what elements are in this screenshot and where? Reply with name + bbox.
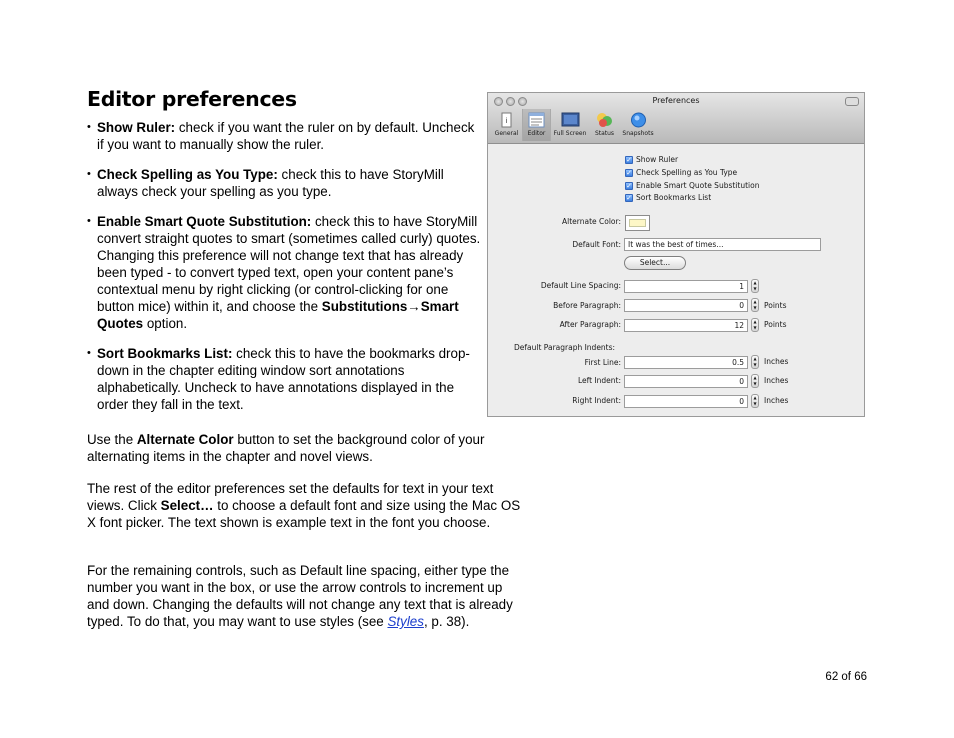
bullet-text: check this to have StoryMill convert straight quotes to smart (sometimes called curly) quotes. Changing this preference will not change text that has already been typed - to convert typed text, open your content pane’s contextual menu by right clicking (or control-clicking for one button mice) within it, and choose the [97, 214, 481, 314]
preferences-window [487, 92, 865, 417]
alternate-color-label: Alternate Color: [562, 217, 621, 226]
window-title: Preferences [652, 96, 700, 105]
paragraph-alternate-color: Use the Alternate Color button to set the background color of your alternating items in the chapter and novel views. [87, 432, 485, 464]
before-paragraph-field[interactable]: 0 [624, 299, 748, 312]
right-indent-stepper[interactable]: ▲ ▼ [751, 394, 759, 408]
left-indent-stepper[interactable]: ▲ ▼ [751, 374, 759, 388]
line-spacing-field[interactable]: 1 [624, 280, 748, 293]
left-indent-unit: Inches [764, 376, 789, 385]
bullet-list [87, 119, 482, 426]
paragraph-remaining-controls: For the remaining controls, such as Default line spacing, either type the number you want in the box, or use the arrow controls to increment up and down. Changing the defaults will not change any text that is already typed. To do that, you may want to use styles (see Styles, p. 38). [87, 563, 513, 629]
checkmark-icon: ✓ [626, 193, 632, 202]
bullet-term: Show Ruler: [97, 120, 176, 135]
checkbox-show-ruler[interactable]: ✓ Show Ruler [626, 155, 679, 164]
line-spacing-label: Default Line Spacing: [540, 281, 621, 290]
status-icon [595, 111, 614, 129]
color-swatch [629, 219, 646, 227]
checkmark-icon: ✓ [626, 168, 632, 177]
right-indent-unit: Inches [764, 396, 789, 405]
first-line-stepper[interactable]: ▲ ▼ [751, 355, 759, 369]
before-paragraph-label: Before Paragraph: [553, 301, 621, 310]
svg-text:i: i [505, 117, 508, 125]
first-line-unit: Inches [764, 357, 789, 366]
styles-link[interactable]: Styles [387, 614, 424, 629]
window-titlebar [488, 93, 864, 144]
checkmark-icon: ✓ [626, 181, 632, 190]
toolbar-status[interactable]: Status [591, 109, 618, 141]
toolbar-general[interactable]: i General [492, 109, 521, 141]
bullet-text: check this to have StoryMill always check your spelling as you type. [97, 167, 444, 199]
line-spacing-stepper[interactable]: ▲ ▼ [751, 279, 759, 293]
snapshots-icon [629, 111, 648, 129]
page-title: Editor preferences [87, 87, 297, 111]
left-indent-label: Left Indent: [577, 376, 621, 385]
toolbar-full-screen[interactable]: Full Screen [550, 109, 590, 141]
general-icon [497, 111, 516, 129]
paragraph-indents-label: Default Paragraph Indents: [514, 343, 616, 352]
bullet-text: check this to have the bookmarks drop-down in the chapter editing window sort annotations alphabetically. Uncheck to have annotations displayed in the order they fall in the text. [97, 346, 470, 412]
after-paragraph-unit: Points [764, 320, 787, 329]
right-indent-field[interactable]: 0 [624, 395, 748, 408]
after-paragraph-stepper[interactable]: ▲ ▼ [751, 318, 759, 332]
checkbox-sort-bookmarks[interactable]: ✓ Sort Bookmarks List [626, 193, 712, 202]
full-screen-icon [561, 111, 580, 129]
checkmark-icon: ✓ [626, 155, 632, 164]
bullet-check-spelling [87, 166, 482, 200]
before-paragraph-stepper[interactable]: ▲ ▼ [751, 298, 759, 312]
bullet-smart-quotes [87, 213, 482, 332]
checkbox-smart-quotes[interactable]: ✓ Enable Smart Quote Substitution [626, 181, 760, 190]
checkbox-check-spelling[interactable]: ✓ Check Spelling as You Type [626, 168, 738, 177]
default-font-label: Default Font: [572, 240, 621, 249]
bullet-term: Check Spelling as You Type: [97, 167, 278, 182]
editor-icon [527, 111, 546, 129]
after-paragraph-field[interactable]: 12 [624, 319, 748, 332]
before-paragraph-unit: Points [764, 301, 787, 310]
page-number: 62 of 66 [825, 671, 867, 683]
bullet-term: Sort Bookmarks List: [97, 346, 233, 361]
bullet-text-tail: option. [143, 316, 188, 331]
preferences-content [488, 144, 864, 416]
bullet-show-ruler [87, 119, 482, 153]
left-indent-field[interactable]: 0 [624, 375, 748, 388]
select-font-button[interactable]: Select... [624, 256, 686, 270]
default-font-field[interactable]: It was the best of times... [624, 238, 821, 251]
bullet-term: Enable Smart Quote Substitution: [97, 214, 312, 229]
paragraph-defaults: The rest of the editor preferences set the defaults for text in your text views. Click Select… to choose a default font and size using the Mac OS X font picker. The text shown is example text in the font you choose. [87, 481, 521, 530]
toolbar-toggle-button[interactable] [845, 97, 859, 106]
alternate-color-well[interactable] [625, 215, 650, 231]
toolbar-snapshots[interactable]: Snapshots [619, 109, 657, 141]
bullet-text: check if you want the ruler on by default. Uncheck if you want to manually show the ruler. [97, 120, 475, 152]
right-indent-label: Right Indent: [572, 396, 621, 405]
after-paragraph-label: After Paragraph: [559, 320, 621, 329]
bullet-sort-bookmarks [87, 345, 482, 413]
toolbar-editor[interactable]: Editor [522, 109, 551, 141]
bullet-menu-path: Substitutions→Smart Quotes [97, 299, 459, 331]
first-line-label: First Line: [584, 358, 621, 367]
first-line-field[interactable]: 0.5 [624, 356, 748, 369]
